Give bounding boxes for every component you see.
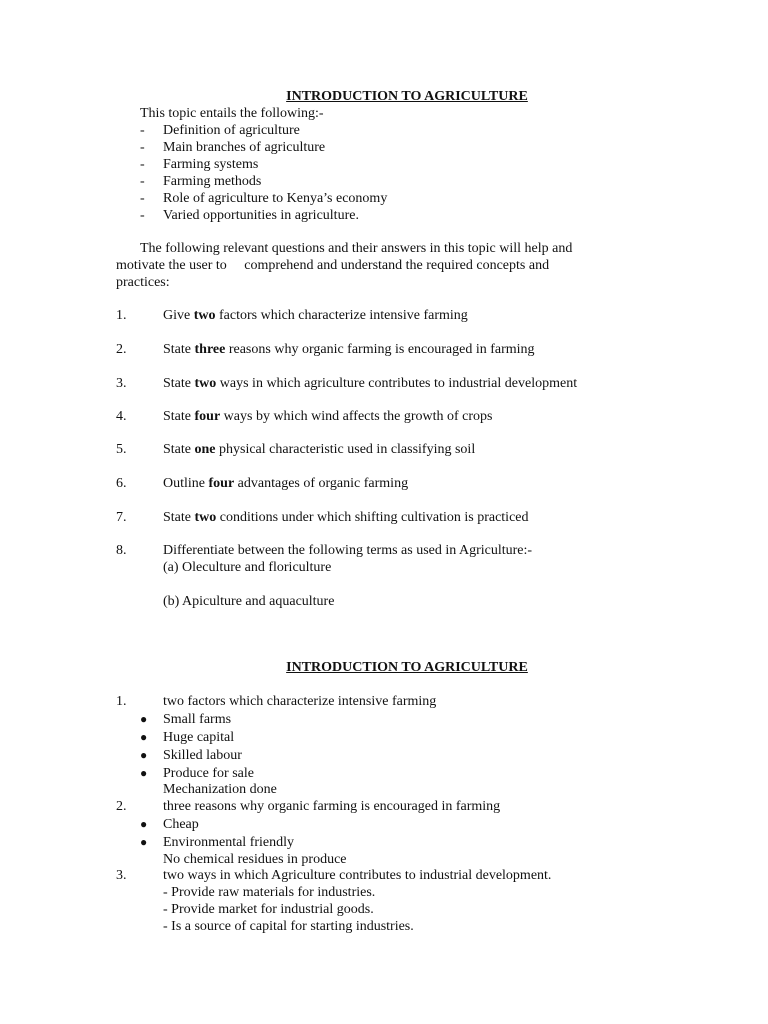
- list-dash: -: [140, 157, 145, 172]
- list-dash: -: [140, 208, 145, 223]
- bullet-icon: ●: [140, 748, 148, 762]
- answer-bullet: Huge capital: [163, 730, 235, 745]
- question-subpart: (b) Apiculture and aquaculture: [163, 594, 335, 609]
- answer-number: 1.: [116, 694, 127, 709]
- answer-bullet: Cheap: [163, 817, 199, 832]
- answer-extra: No chemical residues in produce: [163, 852, 347, 867]
- question-text: State one physical characteristic used in classifying soil: [163, 442, 476, 457]
- question-number: 8.: [116, 543, 127, 558]
- question-number: 1.: [116, 308, 127, 323]
- topic-item: Role of agriculture to Kenya’s economy: [163, 191, 388, 206]
- answers-title: INTRODUCTION TO AGRICULTURE: [286, 660, 528, 675]
- topic-item: Farming methods: [163, 174, 262, 189]
- topic-item: Definition of agriculture: [163, 123, 300, 138]
- question-number: 2.: [116, 342, 127, 357]
- question-number: 5.: [116, 442, 127, 457]
- question-number: 4.: [116, 409, 127, 424]
- question-number: 3.: [116, 376, 127, 391]
- bullet-icon: ●: [140, 766, 148, 780]
- paragraph-line: motivate the user to comprehend and understand the required concepts and: [116, 258, 550, 273]
- bullet-icon: ●: [140, 730, 148, 744]
- bullet-icon: ●: [140, 817, 148, 831]
- paragraph-line: practices:: [116, 275, 170, 290]
- answer-bullet: Small farms: [163, 712, 232, 727]
- question-text: State two ways in which agriculture contributes to industrial development: [163, 376, 578, 391]
- question-text: State four ways by which wind affects the growth of crops: [163, 409, 493, 424]
- answer-number: 2.: [116, 799, 127, 814]
- question-text: State three reasons why organic farming is encouraged in farming: [163, 342, 535, 357]
- topic-item: Main branches of agriculture: [163, 140, 326, 155]
- topic-item: Varied opportunities in agriculture.: [163, 208, 359, 223]
- answer-bullet: Skilled labour: [163, 748, 242, 763]
- answer-bullet: Environmental friendly: [163, 835, 295, 850]
- bullet-icon: ●: [140, 712, 148, 726]
- question-number: 6.: [116, 476, 127, 491]
- list-dash: -: [140, 191, 145, 206]
- list-dash: -: [140, 140, 145, 155]
- answer-line: - Provide raw materials for industries.: [163, 885, 376, 900]
- list-dash: -: [140, 174, 145, 189]
- question-text: State two conditions under which shifting cultivation is practiced: [163, 510, 529, 525]
- question-text: Give two factors which characterize intensive farming: [163, 308, 468, 323]
- answer-extra: Mechanization done: [163, 782, 277, 797]
- answer-heading: two factors which characterize intensive farming: [163, 694, 437, 709]
- answer-heading: two ways in which Agriculture contributes to industrial development.: [163, 868, 552, 883]
- document-title: INTRODUCTION TO AGRICULTURE: [286, 89, 528, 104]
- question-subpart: (a) Oleculture and floriculture: [163, 560, 332, 575]
- topic-item: Farming systems: [163, 157, 259, 172]
- paragraph-line: The following relevant questions and their answers in this topic will help and: [140, 241, 573, 256]
- intro-text: This topic entails the following:-: [140, 106, 324, 121]
- answer-line: - Is a source of capital for starting industries.: [163, 919, 414, 934]
- answer-number: 3.: [116, 868, 127, 883]
- bullet-icon: ●: [140, 835, 148, 849]
- question-text: Differentiate between the following terms as used in Agriculture:-: [163, 543, 533, 558]
- answer-bullet: Produce for sale: [163, 766, 254, 781]
- answer-line: - Provide market for industrial goods.: [163, 902, 374, 917]
- question-text: Outline four advantages of organic farming: [163, 476, 409, 491]
- question-number: 7.: [116, 510, 127, 525]
- list-dash: -: [140, 123, 145, 138]
- answer-heading: three reasons why organic farming is encouraged in farming: [163, 799, 501, 814]
